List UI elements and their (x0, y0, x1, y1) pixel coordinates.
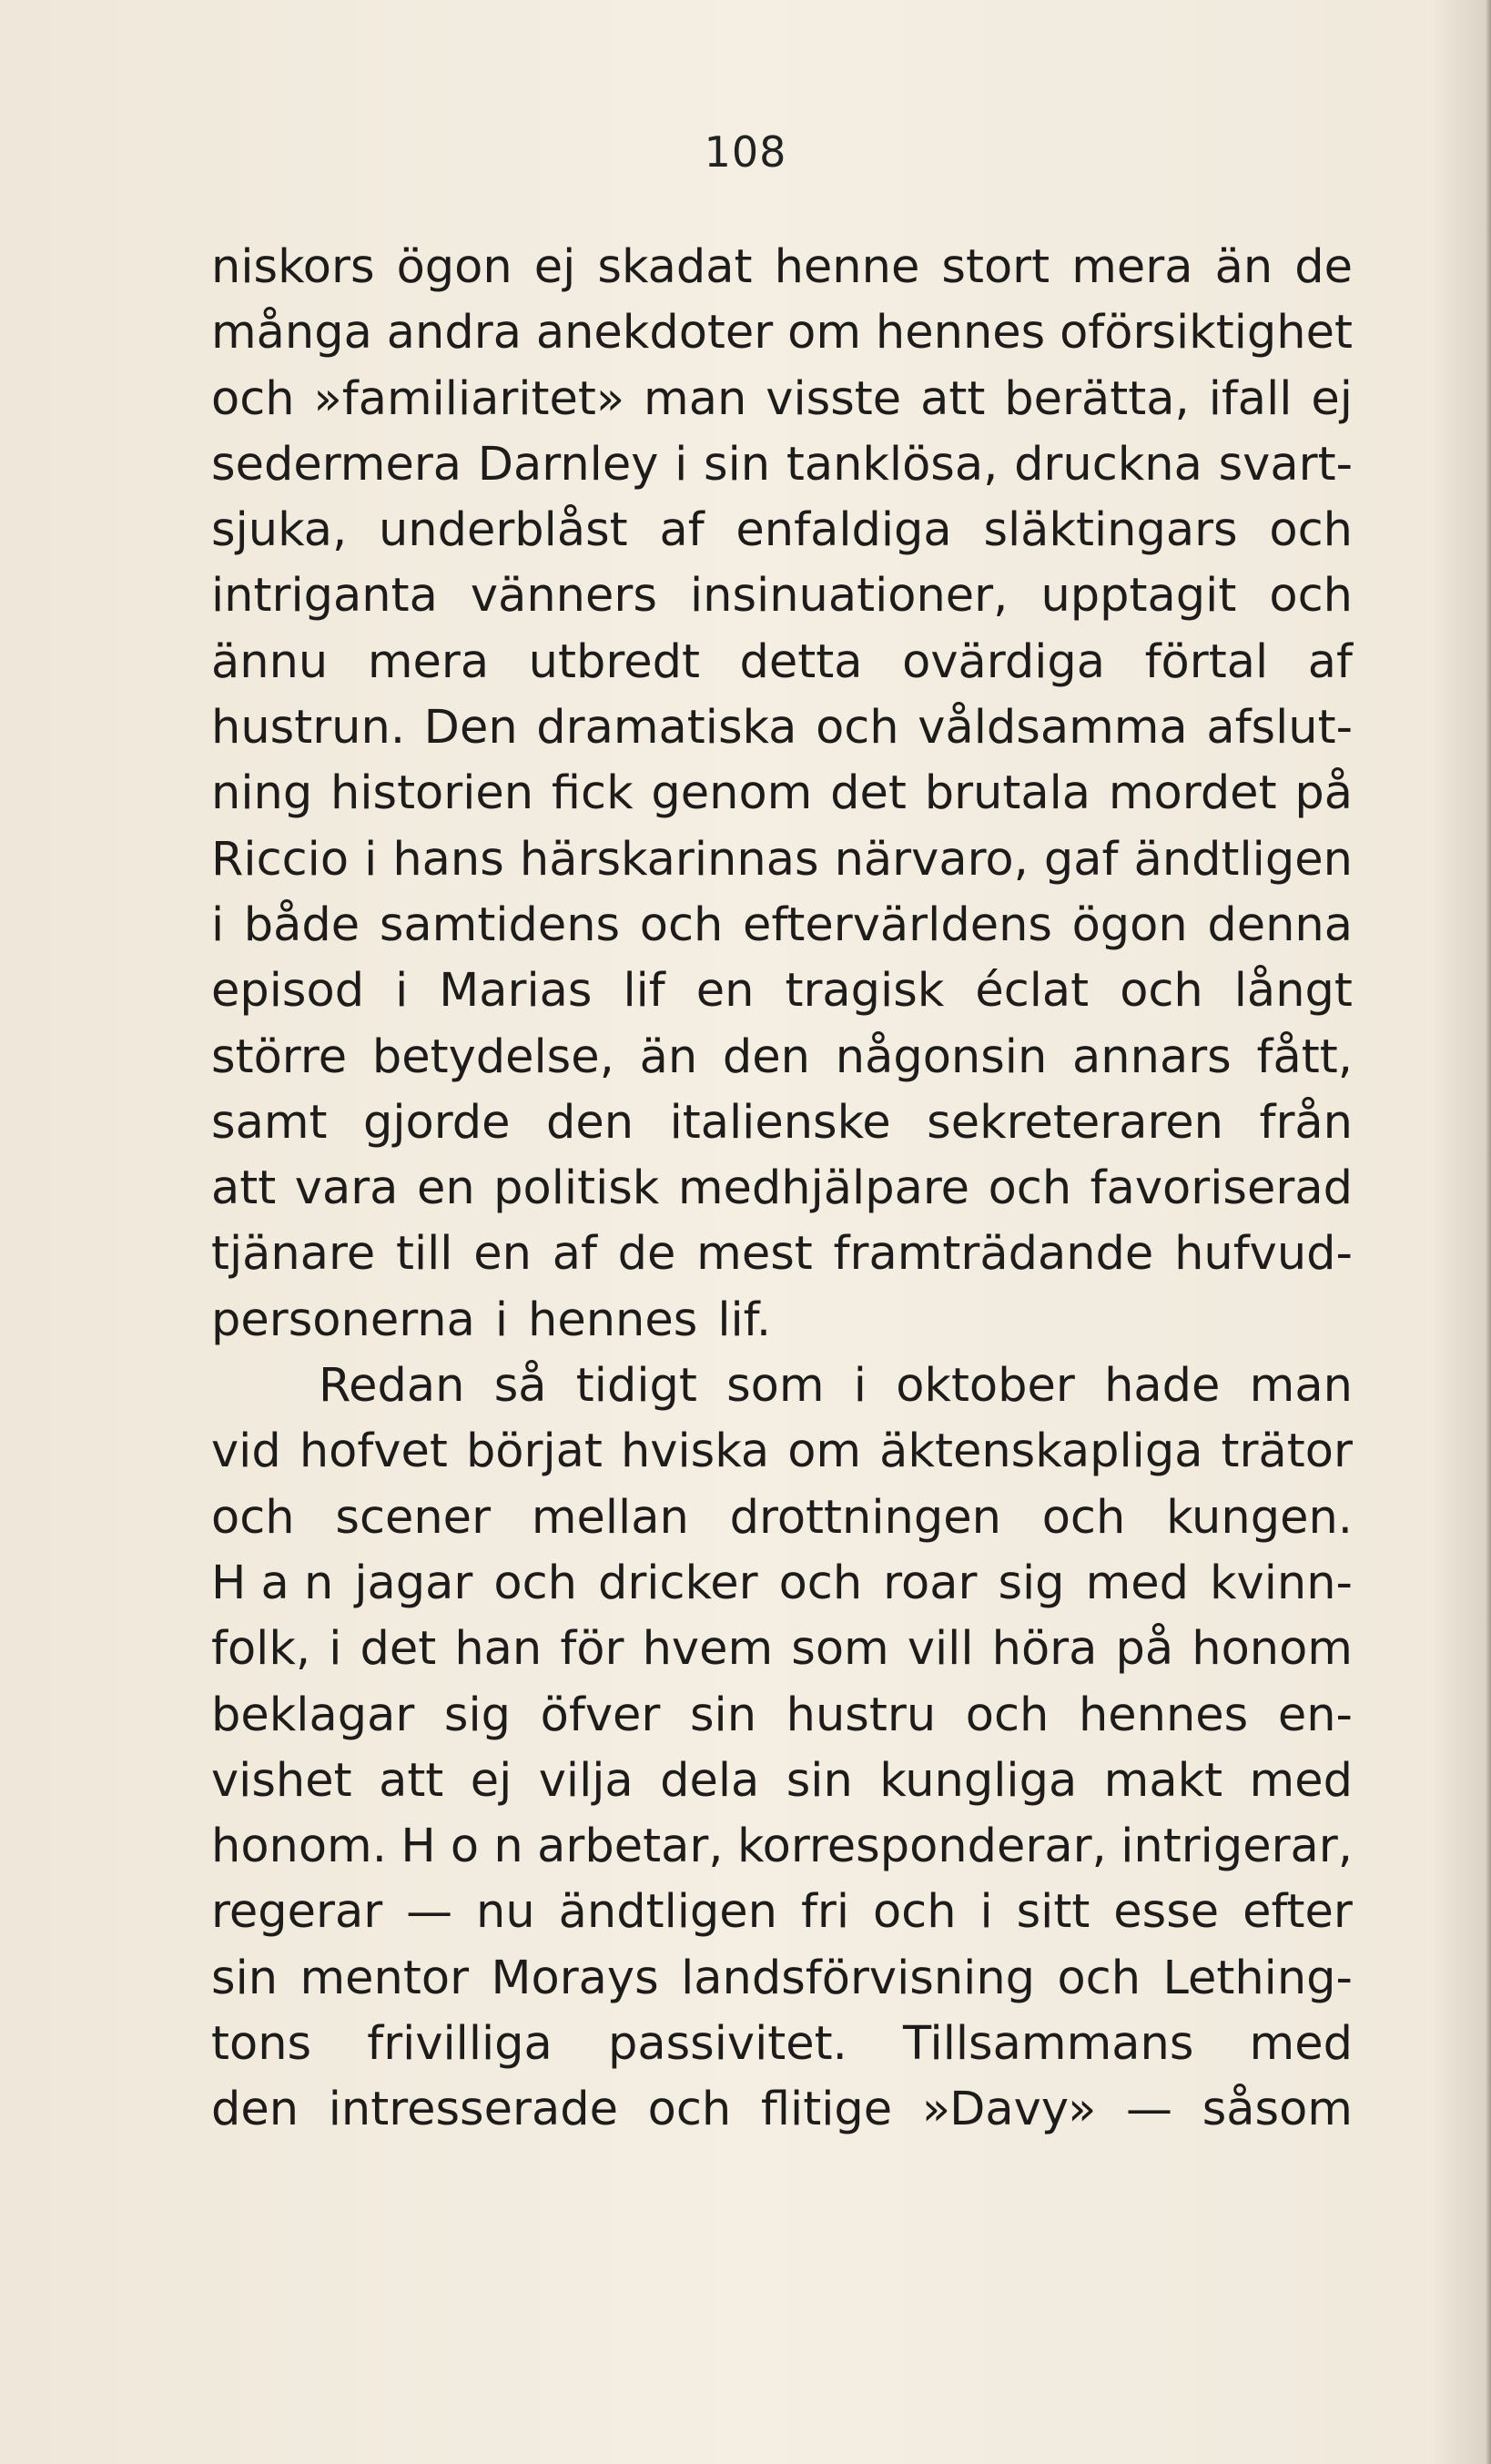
word: och (872, 1885, 957, 1940)
word: af (1307, 634, 1353, 689)
text-line (211, 630, 1353, 695)
word: hustrun. (211, 701, 406, 755)
text-line (211, 498, 1353, 563)
body-text (211, 235, 1353, 2144)
text-line (211, 1288, 1353, 1354)
word: äktenskapliga (879, 1425, 1203, 1479)
word: sin (211, 1951, 279, 2005)
word: och (1120, 964, 1203, 1019)
word: henne (774, 240, 920, 294)
word: vill (907, 1622, 974, 1677)
word: vänners (470, 569, 657, 624)
word: svart- (1218, 437, 1353, 492)
word: ändtligen (558, 1885, 777, 1940)
word: arbetar, (537, 1820, 724, 1874)
word: sedermera (211, 437, 462, 492)
word: scener (335, 1490, 492, 1545)
word: mellan (531, 1490, 689, 1545)
word: om (787, 306, 862, 360)
word: italienske (669, 1095, 891, 1150)
word: ej (1311, 371, 1353, 426)
word: hans (392, 832, 504, 887)
word: framträdande (833, 1227, 1154, 1282)
word: samt (211, 1095, 328, 1150)
word: såsom (1202, 2083, 1353, 2137)
word: Tillsammans (902, 2017, 1194, 2072)
word: dela (660, 1753, 760, 1808)
word: drottningen (729, 1490, 1001, 1545)
text-line (211, 1683, 1353, 1749)
word: »Davy» (921, 2083, 1097, 2137)
word: i (211, 897, 225, 952)
word: med (1085, 1556, 1189, 1610)
word: upptagit (1040, 569, 1237, 624)
word: intrigerar, (1121, 1820, 1353, 1874)
word: sin (689, 1688, 757, 1742)
word: favoriserad (1090, 1161, 1353, 1216)
word: med (1249, 2017, 1353, 2072)
word: oktober (896, 1359, 1075, 1414)
text-line (211, 1156, 1353, 1222)
word: vara (294, 1161, 399, 1216)
word: tragisk (785, 964, 945, 1019)
word: honom (1192, 1622, 1353, 1677)
word: någonsin (835, 1029, 1048, 1084)
word: gaf (1043, 832, 1119, 887)
word: brutala (924, 766, 1091, 821)
word: ning (211, 766, 313, 821)
text-line (211, 1090, 1353, 1156)
word: våldsamma (918, 701, 1188, 755)
word: ej (533, 240, 576, 294)
word: sin (704, 437, 771, 492)
word: intresserade (328, 2083, 618, 2137)
word: hufvud- (1174, 1227, 1353, 1282)
word: hade (1104, 1359, 1221, 1414)
word: nu (476, 1885, 535, 1940)
word: och (493, 1556, 577, 1610)
text-line (211, 2012, 1353, 2077)
word: sig (998, 1556, 1065, 1610)
word: och (1269, 569, 1353, 624)
word: en- (1277, 1688, 1353, 1742)
word: han (454, 1622, 543, 1677)
text-line (211, 1617, 1353, 1682)
word: sitt (1016, 1885, 1090, 1940)
text-line (211, 1880, 1353, 1945)
word: honom. (211, 1820, 387, 1874)
word: samtidens (379, 897, 621, 952)
page-number: 108 (704, 127, 787, 177)
word: och (988, 1161, 1072, 1216)
word: både (243, 897, 360, 952)
word: andra (386, 306, 522, 360)
text-line (211, 893, 1353, 958)
word: vid (211, 1425, 281, 1479)
word: druckna (1014, 437, 1202, 492)
word: förtal (1144, 634, 1269, 689)
word: fick (551, 766, 634, 821)
word: regerar (211, 1885, 383, 1940)
word: makt (1103, 1753, 1223, 1808)
word: Morays (491, 1951, 659, 2005)
word: långt (1233, 964, 1353, 1019)
word: dricker (597, 1556, 758, 1610)
word: släktingars (983, 503, 1238, 558)
text-line (211, 563, 1353, 629)
word: de (1294, 240, 1353, 294)
text-line (211, 1551, 1353, 1617)
text-line (211, 1222, 1353, 1287)
word: Redan (319, 1359, 465, 1414)
word: ifall (1208, 371, 1293, 426)
text-line (211, 958, 1353, 1024)
text-line (211, 235, 1353, 300)
word: fått, (1256, 1029, 1353, 1084)
word: större (211, 1029, 348, 1084)
word: till (395, 1227, 453, 1282)
word: gjorde (362, 1095, 511, 1150)
word: annars (1072, 1029, 1232, 1084)
text-line (211, 695, 1353, 761)
text-line (211, 761, 1353, 826)
word: ovärdiga (902, 634, 1106, 689)
word: ändtligen (1133, 832, 1353, 887)
text-line (211, 1025, 1353, 1090)
word: hviska (620, 1425, 770, 1479)
word: man (1249, 1359, 1353, 1414)
word: det (830, 766, 907, 821)
word: medhjälpare (677, 1161, 970, 1216)
word: en (416, 1161, 475, 1216)
text-line (211, 827, 1353, 893)
word: detta (739, 634, 863, 689)
word: roar (883, 1556, 978, 1610)
word: ögon (396, 240, 512, 294)
text-line (211, 300, 1353, 366)
word: och (1269, 503, 1353, 558)
word: Riccio (211, 832, 350, 887)
word: hofvet (299, 1425, 448, 1479)
word: H a n (211, 1556, 334, 1610)
word: en (473, 1227, 532, 1282)
word: ej (470, 1753, 512, 1808)
word: i (853, 1359, 867, 1414)
word: af (659, 503, 705, 558)
word: i (979, 1885, 993, 1940)
text-line (211, 1749, 1353, 1814)
word: mordet (1108, 766, 1277, 821)
word: att (379, 1753, 444, 1808)
word: hennes (875, 306, 1046, 360)
word: lif. (717, 1293, 772, 1347)
word: på (1115, 1622, 1174, 1677)
word: Lething- (1162, 1951, 1353, 2005)
word: historien (330, 766, 534, 821)
word: intriganta (211, 569, 438, 624)
word: så (493, 1359, 547, 1414)
word: lif (623, 964, 665, 1019)
word: och (211, 371, 295, 426)
word: man (644, 371, 747, 426)
word: éclat (975, 964, 1090, 1019)
word: med (1249, 1753, 1353, 1808)
word: vishet (211, 1753, 352, 1808)
word: anekdoter (535, 306, 774, 360)
word: betydelse, (371, 1029, 614, 1084)
word: utbredt (528, 634, 700, 689)
word: i (674, 437, 688, 492)
word: fri (800, 1885, 850, 1940)
word: personerna (211, 1293, 475, 1347)
word: esse (1113, 1885, 1220, 1940)
word: öfver (540, 1688, 661, 1742)
word: hennes (528, 1293, 698, 1347)
word: trätor (1221, 1425, 1353, 1479)
word: folk, (211, 1622, 311, 1677)
word: som (791, 1622, 889, 1677)
word: på (1294, 766, 1353, 821)
word: Darnley (477, 437, 659, 492)
word: börjat (465, 1425, 603, 1479)
word: genom (651, 766, 813, 821)
text-line (211, 432, 1353, 498)
word: i (329, 1622, 342, 1677)
word: från (1259, 1095, 1353, 1150)
word: ögon (1071, 897, 1188, 952)
text-line (211, 367, 1353, 432)
word: sin (786, 1753, 853, 1808)
word: sjuka, (211, 503, 348, 558)
word: enfaldiga (735, 503, 952, 558)
word: för (560, 1622, 624, 1677)
word: korresponderar, (736, 1820, 1107, 1874)
word: tons (211, 2017, 312, 2072)
word: dramatiska (536, 701, 797, 755)
text-line (211, 1485, 1353, 1551)
word: i (494, 1293, 509, 1347)
word: mera (1071, 240, 1193, 294)
word: frivilliga (367, 2017, 553, 2072)
word: skadat (597, 240, 753, 294)
word: sig (443, 1688, 512, 1742)
word: landsförvisning (681, 1951, 1036, 2005)
word: om (787, 1425, 862, 1479)
word: närvaro, (834, 832, 1029, 887)
word: och (1041, 1490, 1126, 1545)
word: kungen. (1166, 1490, 1353, 1545)
word: tanklösa, (786, 437, 999, 492)
word: den (211, 2083, 299, 2137)
word: denna (1207, 897, 1353, 952)
word: än (1214, 240, 1273, 294)
word: eftervärldens (742, 897, 1052, 952)
word: flitige (760, 2083, 893, 2137)
text-line (211, 1946, 1353, 2012)
word: och (211, 1490, 295, 1545)
word: — (406, 1885, 453, 1940)
paragraph-start-line (211, 1354, 1353, 1419)
word: H o n (401, 1820, 523, 1874)
word: att (211, 1161, 277, 1216)
word: episod (211, 964, 365, 1019)
word: berätta, (1004, 371, 1190, 426)
word: Den (423, 701, 518, 755)
word: visste (766, 371, 902, 426)
word: beklagar (211, 1688, 415, 1742)
word: och (965, 1688, 1050, 1742)
word: i (364, 832, 378, 887)
word: kungliga (879, 1753, 1078, 1808)
word: ännu (211, 634, 329, 689)
word: jagar (354, 1556, 473, 1610)
text-line (211, 2077, 1353, 2143)
word: politisk (493, 1161, 660, 1216)
word: niskors (211, 240, 375, 294)
text-line (211, 1814, 1353, 1880)
word: mentor (299, 1951, 470, 2005)
word: som (726, 1359, 825, 1414)
word: hustru (786, 1688, 937, 1742)
page-edge-shadow (1486, 0, 1491, 2464)
word: hvem (642, 1622, 774, 1677)
word: af (552, 1227, 597, 1282)
word: underblåst (378, 503, 628, 558)
word: och (1057, 1951, 1141, 2005)
word: och (639, 897, 724, 952)
word: sekreteraren (927, 1095, 1224, 1150)
word: hennes (1078, 1688, 1249, 1742)
word: stort (941, 240, 1050, 294)
word: det (360, 1622, 437, 1677)
word: oförsiktighet (1060, 306, 1353, 360)
word: tidigt (575, 1359, 697, 1414)
word: tjänare (211, 1227, 376, 1282)
word: i (395, 964, 409, 1019)
word: och (647, 2083, 732, 2137)
word: passivitet. (607, 2017, 847, 2072)
word: afslut- (1206, 701, 1353, 755)
word: efter (1242, 1885, 1353, 1940)
word: mest (696, 1227, 813, 1282)
word: många (211, 306, 372, 360)
word: härskarinnas (519, 832, 819, 887)
word: att (920, 371, 986, 426)
word: än (639, 1029, 698, 1084)
word: en (695, 964, 755, 1019)
word: »familiaritet» (313, 371, 625, 426)
word: — (1126, 2083, 1173, 2137)
word: Marias (439, 964, 593, 1019)
word: höra (991, 1622, 1098, 1677)
word: kvinn- (1210, 1556, 1353, 1610)
word: den (722, 1029, 810, 1084)
word: vilja (538, 1753, 634, 1808)
word: de (617, 1227, 676, 1282)
word: insinuationer, (689, 569, 1009, 624)
word: den (546, 1095, 634, 1150)
word: mera (367, 634, 490, 689)
word: och (816, 701, 899, 755)
text-line (211, 1419, 1353, 1485)
word: och (778, 1556, 863, 1610)
